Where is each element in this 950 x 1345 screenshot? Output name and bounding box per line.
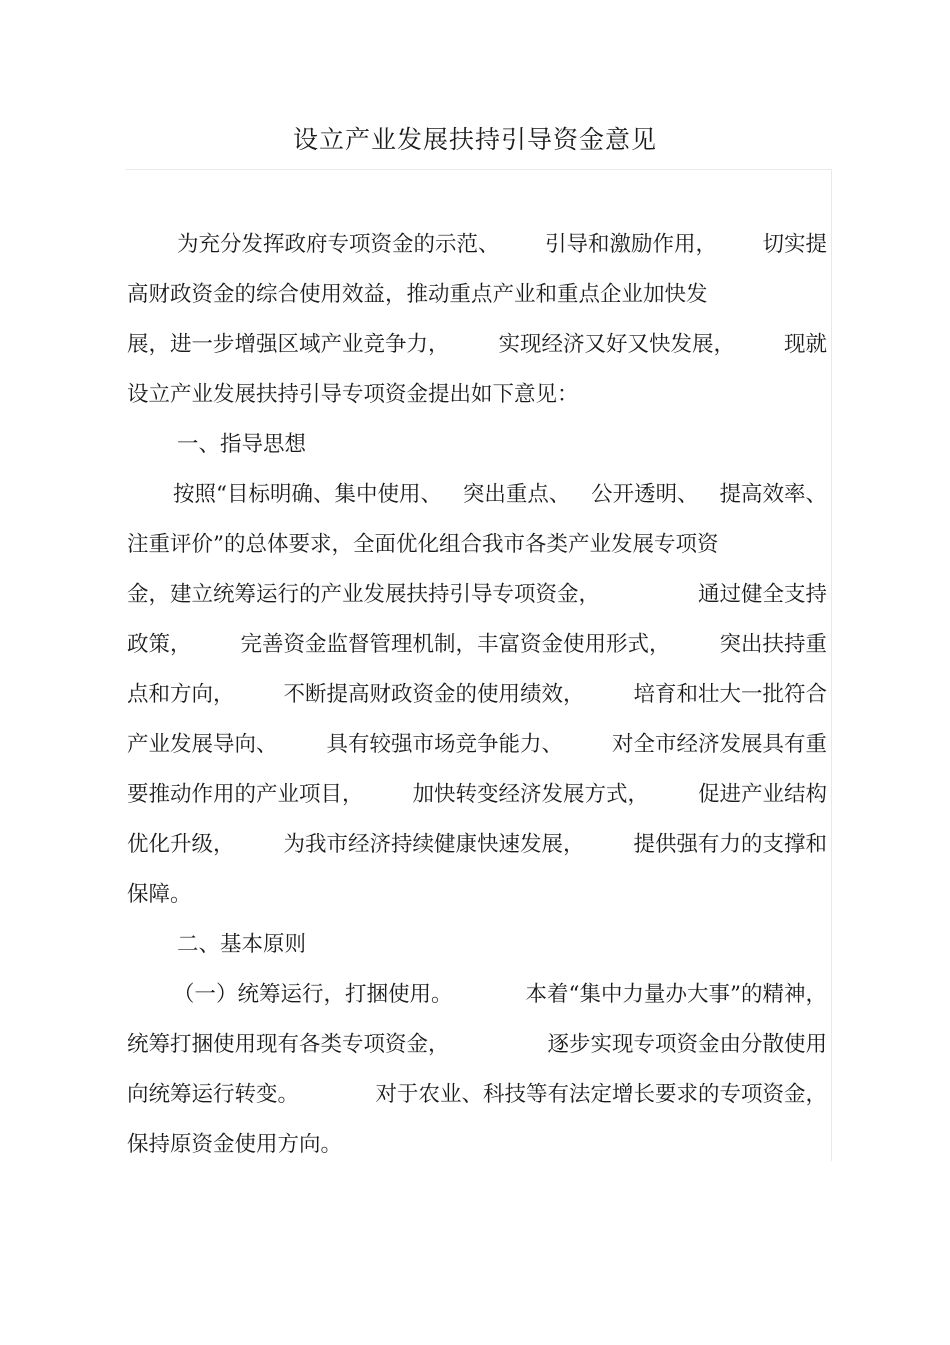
- text-segment: 为充分发挥政府专项资金的示范、: [177, 232, 500, 257]
- text-line: [127, 570, 827, 620]
- text-segment: 保持原资金使用方向。: [127, 1132, 343, 1157]
- text-line: [127, 670, 827, 720]
- text-line: [127, 320, 827, 370]
- text-segment: 本着“集中力量办大事”的精神，: [525, 982, 827, 1007]
- text-segment: 金，建立统筹运行的产业发展扶持引导专项资金，: [127, 582, 601, 607]
- text-line: [127, 1120, 827, 1170]
- text-segment: 统筹打捆使用现有各类专项资金，: [127, 1032, 450, 1057]
- text-segment: 优化升级，: [127, 832, 235, 857]
- text-segment: 展，进一步增强区域产业竞争力，: [127, 332, 450, 357]
- text-segment: 实现经济又好又快发展，: [498, 332, 735, 357]
- text-segment: 加快转变经济发展方式，: [412, 782, 649, 807]
- text-segment: 逐步实现专项资金由分散使用: [547, 1032, 827, 1057]
- text-segment: 高财政资金的综合使用效益，推动重点产业和重点企业加快发: [127, 282, 708, 307]
- text-line: [127, 820, 827, 870]
- text-segment: 对全市经济发展具有重: [611, 732, 827, 757]
- text-segment: 提供强有力的支撑和: [633, 832, 827, 857]
- text-segment: 为我市经济持续健康快速发展，: [283, 832, 585, 857]
- text-segment: 二、基本原则: [177, 932, 307, 957]
- text-segment: 突出扶持重: [719, 632, 827, 657]
- text-segment: （一）统筹运行，打捆使用。: [173, 982, 453, 1007]
- text-line: [127, 770, 827, 820]
- text-segment: 公开透明、: [591, 482, 699, 507]
- text-line: [127, 470, 827, 520]
- text-segment: 引导和激励作用，: [544, 232, 717, 257]
- text-segment: 按照“目标明确、集中使用、: [173, 482, 442, 507]
- text-segment: 突出重点、: [462, 482, 571, 507]
- text-segment: 产业发展导向、: [127, 732, 278, 757]
- text-segment: 注重评价”的总体要求，全面优化组合我市各类产业发展专项资: [127, 532, 719, 557]
- text-segment: 切实提: [762, 232, 827, 257]
- text-segment: 向统筹运行转变。: [127, 1082, 300, 1107]
- text-line: [127, 520, 827, 570]
- text-segment: 促进产业结构: [697, 782, 827, 807]
- text-line: [127, 870, 827, 920]
- text-segment: 设立产业发展扶持引导专项资金提出如下意见：: [127, 382, 579, 407]
- text-segment: 要推动作用的产业项目，: [127, 782, 364, 807]
- text-segment: 对于农业、科技等有法定增长要求的专项资金，: [375, 1082, 827, 1107]
- text-segment: 完善资金监督管理机制，丰富资金使用形式，: [240, 632, 671, 657]
- text-line: [127, 970, 827, 1020]
- section-heading: [127, 920, 827, 970]
- text-line: [127, 1070, 827, 1120]
- text-line: [127, 1020, 827, 1070]
- document-body: [127, 220, 827, 1170]
- section-heading: [127, 420, 827, 470]
- text-segment: 提高效率、: [719, 482, 827, 507]
- page-title: 设立产业发展扶持引导资金意见: [292, 125, 657, 154]
- text-line: [127, 370, 827, 420]
- text-segment: 通过健全支持: [697, 582, 827, 607]
- text-line: [127, 220, 827, 270]
- text-segment: 政策，: [127, 632, 192, 657]
- text-line: [127, 270, 827, 320]
- frame-top-rule: [126, 169, 832, 170]
- text-line: [127, 620, 827, 670]
- text-segment: 培育和壮大一批符合: [633, 682, 827, 707]
- text-segment: 点和方向，: [127, 682, 235, 707]
- text-segment: 现就: [783, 332, 827, 357]
- text-segment: 不断提高财政资金的使用绩效，: [283, 682, 585, 707]
- text-segment: 具有较强市场竞争能力、: [326, 732, 563, 757]
- text-line: [127, 720, 827, 770]
- frame-right-rule: [831, 169, 832, 1161]
- text-segment: 一、指导思想: [177, 432, 307, 457]
- text-segment: 保障。: [127, 882, 192, 907]
